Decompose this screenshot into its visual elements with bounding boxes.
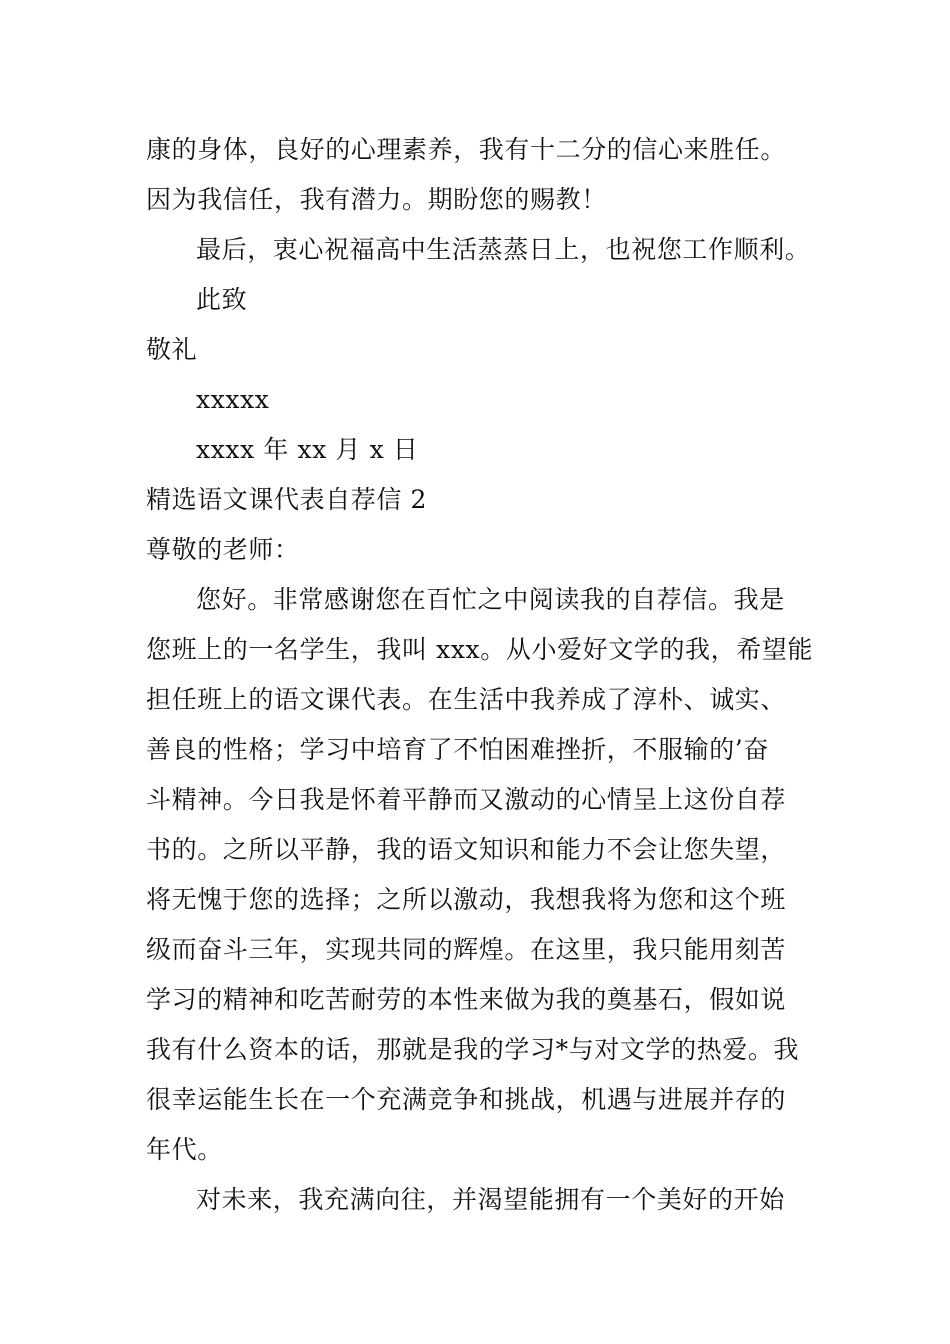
text-line: 康的身体，良好的心理素养，我有十二分的信心来胜任。 [146, 135, 787, 164]
text-line: 我有什么资本的话，那就是我的学习*与对文学的热爱。我 [146, 1035, 800, 1064]
signature-name: xxxxx [196, 385, 270, 414]
text-line: 您班上的一名学生，我叫 xxx。从小爱好文学的我，希望能 [146, 635, 814, 664]
text-line: 因为我信任，我有潜力。期盼您的赐教！ [146, 185, 607, 214]
text-line: 很幸运能生长在一个充满竞争和挑战，机遇与进展并存的 [146, 1085, 787, 1114]
text-line: 善良的性格；学习中培育了不怕困难挫折，不服输的’奋 [146, 735, 769, 764]
closing-salutation: 此致 [196, 285, 248, 314]
text-line: 年代。 [146, 1135, 223, 1164]
text-line: 最后，衷心祝福高中生活蒸蒸日上，也祝您工作顺利。 [196, 235, 811, 264]
section-title: 精选语文课代表自荐信 2 [146, 485, 428, 514]
text-line: 级而奋斗三年，实现共同的辉煌。在这里，我只能用刻苦 [146, 935, 787, 964]
closing-regards: 敬礼 [146, 335, 198, 364]
text-line: 书的。之所以平静，我的语文知识和能力不会让您失望， [146, 835, 787, 864]
text-line: 担任班上的语文课代表。在生活中我养成了淳朴、诚实、 [146, 685, 787, 714]
text-line: 学习的精神和吃苦耐劳的本性来做为我的奠基石，假如说 [146, 985, 787, 1014]
text-line: 您好。非常感谢您在百忙之中阅读我的自荐信。我是 [196, 585, 785, 614]
text-line: 斗精神。今日我是怀着平静而又激动的心情呈上这份自荐 [146, 785, 787, 814]
signature-date: xxxx 年 xx 月 x 日 [196, 435, 419, 464]
text-line: 对未来，我充满向往，并渴望能拥有一个美好的开始 [196, 1185, 785, 1214]
text-line: 将无愧于您的选择；之所以激动，我想我将为您和这个班 [146, 885, 787, 914]
greeting: 尊敬的老师： [146, 535, 300, 564]
